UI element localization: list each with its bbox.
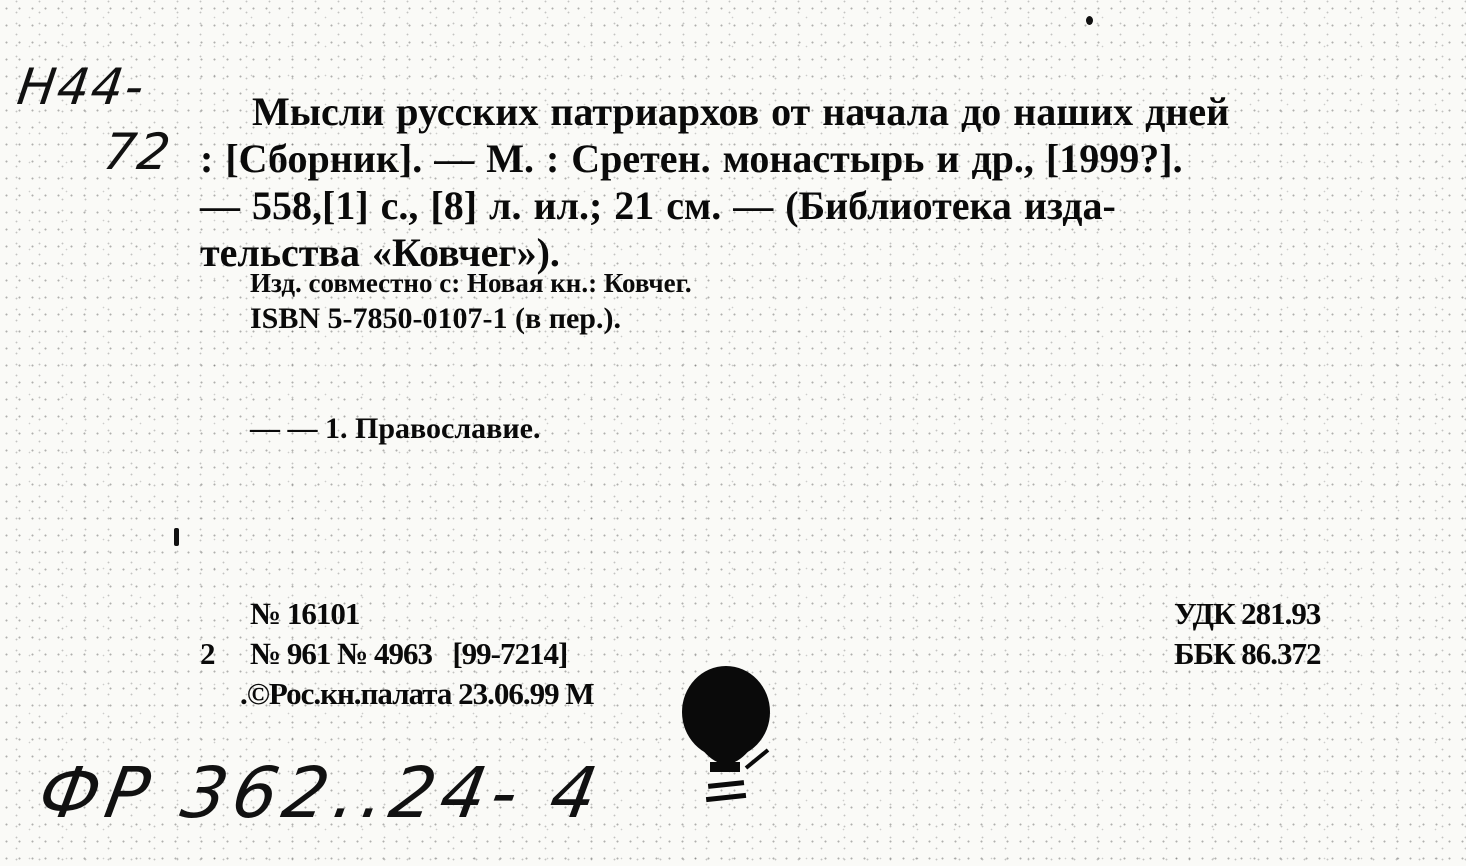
card-nos: № 961 № 4963 [250, 636, 433, 671]
entry-line-4: тельства «Ковчег»). [200, 230, 560, 275]
inventory-number: ФР 362..24- 4 [32, 752, 610, 834]
call-number-line2: 72 [99, 123, 176, 181]
udk-code: УДК 281.93 [1174, 596, 1321, 631]
chamber-code: [99-7214] [452, 636, 568, 671]
entry-line-3: — 558,[1] с., [8] л. ил.; 21 см. — (Библиотека изда- [200, 183, 1116, 228]
ink-mark [174, 528, 179, 546]
entry-title-line: Мысли русских патриархов от начала до наших дней [252, 89, 1230, 134]
bbk-code: ББК 86.372 [1174, 636, 1321, 671]
book-chamber-line: .©Рос.кн.палата 23.06.99 М [240, 676, 594, 711]
entry-line-2: : [Сборник]. — М. : Сретен. монастырь и др., [1999?]. [200, 136, 1183, 181]
ink-dot [1086, 16, 1093, 25]
order-number: № 16101 [250, 596, 360, 631]
publisher-note: Изд. совместно с: Новая кн.: Ковчег. [250, 268, 692, 298]
isbn: ISBN 5-7850-0107-1 (в пер.). [250, 302, 621, 335]
call-number-line1: Н44- [13, 58, 150, 116]
card-numbers [250, 636, 567, 672]
library-stamp-icon [676, 664, 786, 814]
copies-count: 2 [200, 636, 215, 671]
subject-tracing: — — 1. Православие. [250, 412, 541, 445]
bibliographic-entry [200, 88, 1360, 276]
